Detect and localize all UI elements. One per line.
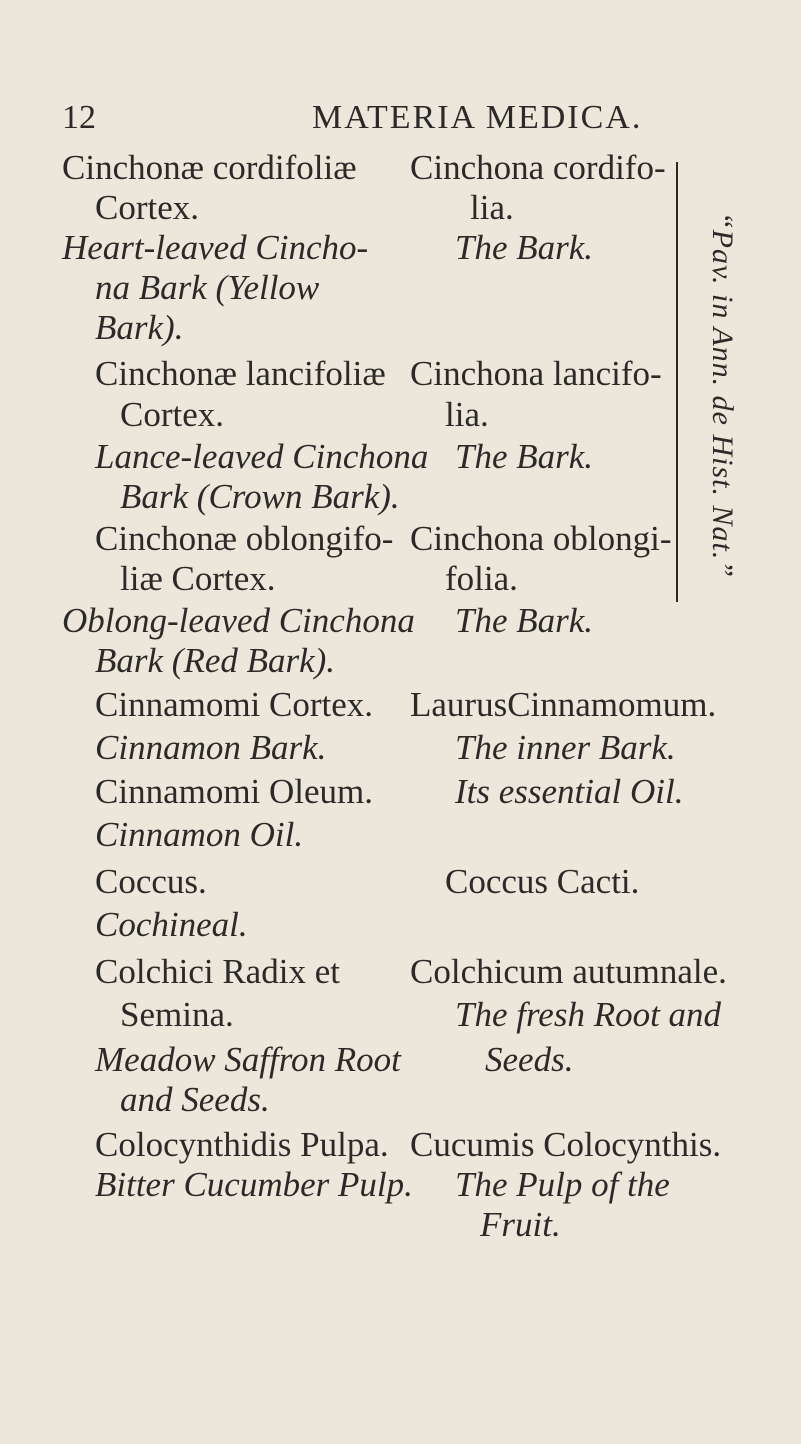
right-line: The inner Bark. <box>455 728 676 767</box>
right-line: The Bark. <box>455 601 594 640</box>
left-line: Cinnamomi Cortex. <box>95 685 374 724</box>
left-line: and Seeds. <box>120 1080 270 1119</box>
side-note-text: “Pav. in Ann. de Hist. Nat.” <box>706 211 739 579</box>
left-line: Colchici Radix et <box>95 952 340 991</box>
right-line: lia. <box>445 395 489 434</box>
right-line: Cinchona cordifo- <box>410 148 666 187</box>
page-number: 12 <box>62 99 96 136</box>
running-title: MATERIA MEDICA. <box>312 99 643 136</box>
right-line: The Bark. <box>455 228 594 267</box>
left-line: Cochineal. <box>95 905 248 944</box>
left-line: Cinchonæ oblongifo- <box>95 519 394 558</box>
left-line: Lance-leaved Cinchona <box>95 437 429 476</box>
right-line: folia. <box>445 559 518 598</box>
left-line: Cinnamon Bark. <box>95 728 327 767</box>
right-brace <box>648 162 678 602</box>
right-line: The Bark. <box>455 437 594 476</box>
left-line: liæ Cortex. <box>120 559 276 598</box>
left-line: Bark (Crown Bark). <box>120 477 400 516</box>
right-line: Its essential Oil. <box>455 772 684 811</box>
left-line: na Bark (Yellow <box>95 268 320 307</box>
running-header <box>0 98 801 138</box>
right-line: Seeds. <box>485 1040 574 1079</box>
right-line: Colchicum autumnale. <box>410 952 727 991</box>
right-line: Fruit. <box>480 1205 561 1244</box>
left-line: Cortex. <box>95 188 200 227</box>
right-line: The Pulp of the <box>455 1165 670 1204</box>
left-line: Cinchonæ lancifoliæ <box>95 354 386 393</box>
right-line: The fresh Root and <box>455 995 722 1034</box>
right-line: Cinchona lancifo- <box>410 354 662 393</box>
left-line: Semina. <box>120 995 234 1034</box>
left-line: Bitter Cucumber Pulp. <box>95 1165 413 1204</box>
left-line: Colocynthidis Pulpa. <box>95 1125 389 1164</box>
left-line: Coccus. <box>95 862 207 901</box>
left-line: Cortex. <box>120 395 225 434</box>
left-line: Cinchonæ cordifoliæ <box>62 148 357 187</box>
right-line: Cucumis Colocynthis. <box>410 1125 722 1164</box>
left-line: Heart-leaved Cincho- <box>62 228 369 267</box>
left-line: Bark). <box>95 308 184 347</box>
left-line: Oblong-leaved Cinchona <box>62 601 415 640</box>
right-line: LaurusCinnamomum. <box>410 685 717 724</box>
left-line: Bark (Red Bark). <box>95 641 336 680</box>
left-line: Meadow Saffron Root <box>95 1040 401 1079</box>
right-line: Coccus Cacti. <box>445 862 640 901</box>
left-line: Cinnamon Oil. <box>95 815 304 854</box>
left-line: Cinnamomi Oleum. <box>95 772 374 811</box>
right-line: lia. <box>470 188 514 227</box>
right-line: Cinchona oblongi- <box>410 519 672 558</box>
